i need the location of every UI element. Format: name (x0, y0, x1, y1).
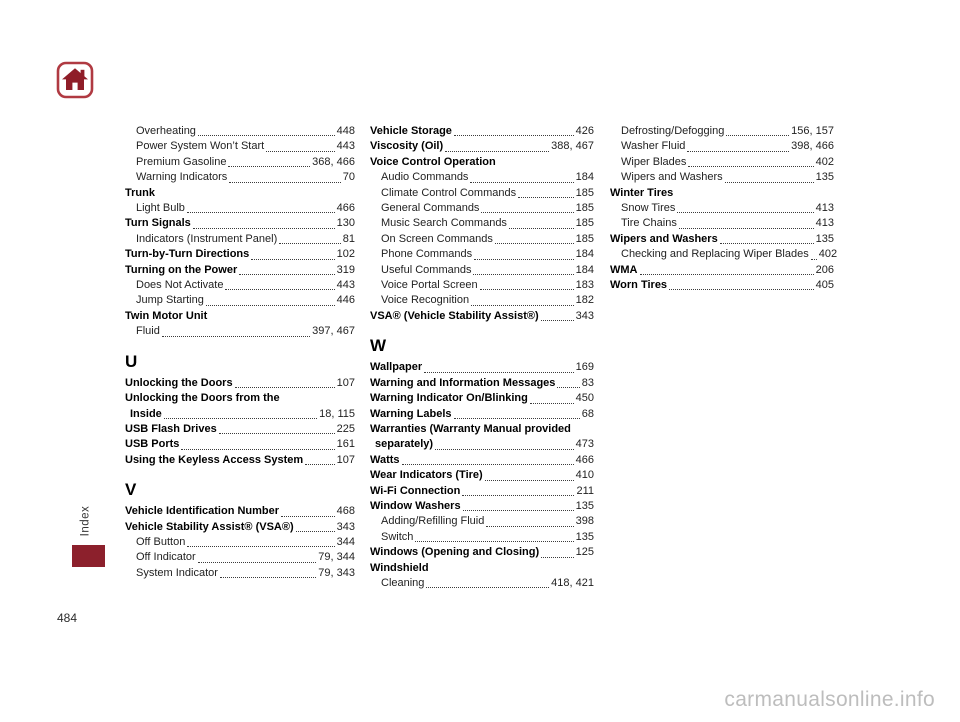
index-section-label (74, 496, 96, 546)
index-entry-label: Switch (381, 530, 414, 543)
dotted-leader (229, 182, 340, 183)
index-entry-label: Warning Labels (370, 407, 452, 420)
index-entry-label: Vehicle Storage (370, 125, 452, 137)
index-entry-label: Cleaning (381, 576, 425, 589)
dotted-leader (720, 243, 814, 244)
index-entry-page: 397, 467 (312, 325, 355, 338)
index-entry-label: Window Washers (370, 499, 461, 512)
index-entry-page: 398, 466 (791, 140, 834, 153)
index-entry-label: Light Bulb (136, 202, 185, 215)
index-entry (370, 124, 594, 139)
dotted-leader (228, 166, 310, 167)
index-entry-page: 18, 115 (319, 407, 355, 420)
index-entry-page: 343 (336, 520, 355, 533)
index-entry-page: 184 (575, 263, 594, 276)
index-entry (125, 504, 355, 519)
index-entry (370, 360, 594, 375)
index-entry-label: Wear Indicators (Tire) (370, 469, 483, 482)
index-entry-page: 182 (575, 294, 594, 307)
index-entry-label: Turn-by-Turn Directions (125, 248, 250, 261)
index-entry-label: VSA® (Vehicle Stability Assist®) (370, 309, 539, 322)
index-entry-label: Voice Recognition (381, 294, 470, 307)
dotted-leader (471, 305, 574, 306)
index-entry-page: 446 (336, 294, 355, 307)
index-entry-page: 466 (575, 453, 594, 466)
dotted-leader (463, 510, 574, 511)
index-entry (610, 201, 834, 216)
index-entry-page: 402 (815, 155, 834, 168)
index-entry (370, 391, 594, 406)
index-entry-page: 107 (336, 376, 355, 389)
index-entry-label: Warranties (Warranty Manual provided (370, 422, 571, 435)
index-entry-label: Defrosting/Defogging (621, 125, 725, 137)
index-entry (125, 376, 355, 391)
index-entry-page: 466 (336, 202, 355, 215)
dotted-leader (470, 182, 573, 183)
index-entry-label: Trunk (125, 186, 155, 199)
index-entry (125, 201, 355, 216)
dotted-leader (688, 166, 813, 167)
index-entry (125, 309, 355, 324)
dotted-leader (474, 259, 574, 260)
index-entry (370, 201, 594, 216)
dotted-leader (239, 274, 334, 275)
dotted-leader (305, 464, 335, 465)
index-entry-page: 473 (575, 438, 594, 451)
index-entry-label: Washer Fluid (621, 140, 686, 153)
index-entry-page: 402 (818, 248, 838, 261)
section-letter-W: W (370, 336, 387, 356)
index-entry-label: Worn Tires (610, 279, 668, 292)
dotted-leader (454, 418, 580, 419)
dotted-leader (426, 587, 549, 588)
index-entry (125, 170, 355, 185)
index-entry-label: Unlocking the Doors (125, 376, 233, 389)
dotted-leader (198, 562, 317, 563)
watermark: carmanualsonline.info (724, 688, 935, 711)
index-entry-label: Does Not Activate (136, 279, 224, 292)
index-entry-page: 102 (336, 248, 355, 261)
index-entry (125, 391, 355, 406)
index-entry-label: Inside (130, 407, 162, 420)
index-entry-label: Snow Tires (621, 202, 676, 215)
page-number: 484 (57, 611, 78, 625)
index-entry-label: Music Search Commands (381, 217, 507, 230)
index-entry-page: 443 (336, 140, 355, 153)
index-entry (370, 139, 594, 154)
index-entry (370, 170, 594, 185)
index-entry-label: separately) (375, 438, 434, 451)
dotted-leader (485, 480, 574, 481)
index-entry (370, 499, 594, 514)
index-entry-page: 135 (575, 499, 594, 512)
index-entry-label: Using the Keyless Access System (125, 453, 304, 466)
index-entry (370, 232, 594, 247)
dotted-leader (424, 372, 573, 373)
index-entry (610, 170, 834, 185)
index-entry-label: Fluid (136, 325, 160, 338)
index-entry-label: Phone Commands (381, 248, 473, 261)
index-entry (610, 232, 834, 247)
index-entry-label: Twin Motor Unit (125, 309, 208, 322)
dotted-leader (435, 449, 574, 450)
index-entry (125, 155, 355, 170)
dotted-leader (164, 418, 317, 419)
index-entry-page: 185 (575, 232, 594, 245)
dotted-leader (473, 274, 573, 275)
index-entry-label: Turning on the Power (125, 263, 238, 276)
index-entry-label: Viscosity (Oil) (370, 140, 444, 153)
index-entry-page: 405 (815, 279, 834, 292)
index-entry-page: 83 (581, 376, 594, 389)
index-entry-label: Warning Indicators (136, 171, 228, 184)
dotted-leader (454, 135, 574, 136)
index-column-3 (610, 124, 838, 293)
index-entry-page: 319 (336, 263, 355, 276)
index-entry-label: Power System Won’t Start (136, 140, 265, 153)
dotted-leader (669, 289, 814, 290)
index-entry-page: 184 (575, 248, 594, 261)
index-entry (370, 293, 594, 308)
index-entry-page: 368, 466 (312, 155, 355, 168)
index-entry-label: Warning Indicator On/Blinking (370, 392, 528, 405)
dotted-leader (640, 274, 814, 275)
index-entry-label: General Commands (381, 202, 480, 215)
index-entry-label: USB Ports (125, 438, 180, 451)
index-entry (370, 484, 594, 499)
index-entry (370, 545, 594, 560)
index-entry-label: Unlocking the Doors from the (125, 392, 280, 405)
index-entry (370, 422, 594, 437)
index-entry (370, 278, 594, 293)
section-letter-V: V (125, 480, 137, 500)
index-entry-page: 156, 157 (791, 125, 834, 137)
index-entry (370, 561, 594, 576)
dotted-leader (198, 135, 335, 136)
index-entry (370, 186, 594, 201)
index-entry-label: Wipers and Washers (610, 232, 718, 245)
index-entry (370, 263, 594, 278)
index-entry-page: 79, 344 (318, 551, 355, 564)
index-entry (370, 309, 594, 324)
index-entry (125, 520, 355, 535)
index-entry (370, 530, 594, 545)
dotted-leader (296, 531, 335, 532)
index-entry-page: 161 (336, 438, 355, 451)
index-entry (610, 278, 834, 293)
index-entry (125, 535, 355, 550)
index-entry-label: Premium Gasoline (136, 155, 227, 168)
index-section-tab (72, 545, 105, 567)
dotted-leader (462, 495, 574, 496)
dotted-leader (279, 243, 341, 244)
dotted-leader (530, 403, 574, 404)
index-entry-page: 81 (342, 232, 355, 245)
dotted-leader (480, 289, 574, 290)
index-entry-label: Windshield (370, 561, 429, 574)
index-entry-label: Checking and Replacing Wiper Blades (621, 248, 809, 261)
index-entry-page: 211 (576, 484, 594, 497)
dotted-leader (266, 151, 334, 152)
index-entry-label: Vehicle Stability Assist® (VSA®) (125, 520, 294, 533)
index-entry-page: 79, 343 (318, 566, 355, 579)
index-entry (125, 437, 355, 452)
dotted-leader (235, 387, 335, 388)
dotted-leader (219, 433, 335, 434)
index-entry-label: WMA (610, 263, 638, 276)
dotted-leader (281, 516, 335, 517)
index-entry-page: 426 (575, 125, 594, 137)
index-entry-page: 468 (336, 505, 355, 518)
index-entry-label: Warning and Information Messages (370, 376, 556, 389)
index-entry (125, 216, 355, 231)
index-entry (125, 407, 355, 422)
index-section-label-text: Index (79, 505, 92, 537)
dotted-leader (687, 151, 789, 152)
index-entry (125, 232, 355, 247)
index-entry-label: Jump Starting (136, 294, 204, 307)
index-entry (125, 566, 355, 581)
index-entry (125, 247, 355, 262)
index-entry (125, 550, 355, 565)
index-entry (370, 155, 594, 170)
index-entry-label: Voice Control Operation (370, 155, 496, 168)
dotted-leader (726, 135, 789, 136)
index-entry (610, 139, 834, 154)
index-entry-page: 185 (575, 217, 594, 230)
index-entry-page: 206 (815, 263, 834, 276)
index-column-1 (125, 124, 355, 581)
index-entry-label: Watts (370, 453, 400, 466)
index-entry (370, 468, 594, 483)
index-entry-page: 225 (336, 422, 355, 435)
index-entry-label: Tire Chains (621, 217, 677, 230)
index-entry-page: 135 (575, 530, 594, 543)
index-entry (125, 186, 355, 201)
index-entry-page: 70 (342, 171, 355, 184)
home-button[interactable] (56, 61, 94, 99)
index-entry (610, 263, 834, 278)
index-entry (370, 437, 594, 452)
section-letter-U: U (125, 351, 138, 371)
index-entry-page: 398 (575, 515, 594, 528)
index-entry-page: 410 (575, 469, 594, 482)
index-entry-page: 107 (336, 453, 355, 466)
index-entry (125, 139, 355, 154)
home-icon (56, 61, 94, 99)
dotted-leader (445, 151, 549, 152)
dotted-leader (225, 289, 334, 290)
index-entry-page: 169 (575, 361, 594, 374)
index-entry (610, 186, 834, 201)
index-entry (610, 155, 834, 170)
index-entry-page: 68 (581, 407, 594, 420)
index-entry (610, 124, 834, 139)
dotted-leader (187, 546, 334, 547)
index-entry-label: Wi-Fi Connection (370, 484, 461, 497)
index-entry-page: 183 (575, 279, 594, 292)
index-entry-page: 413 (815, 202, 834, 215)
index-entry-page: 135 (815, 171, 834, 184)
dotted-leader (220, 577, 316, 578)
index-entry-page: 184 (575, 171, 594, 184)
index-entry-page: 450 (575, 392, 594, 405)
index-entry (370, 453, 594, 468)
index-entry (125, 278, 355, 293)
index-entry-label: Overheating (136, 125, 196, 137)
index-entry (370, 376, 594, 391)
index-entry-label: Winter Tires (610, 186, 674, 199)
index-entry-page: 418, 421 (551, 576, 594, 589)
index-entry-label: USB Flash Drives (125, 422, 217, 435)
index-entry-page: 443 (336, 279, 355, 292)
index-entry-page: 135 (815, 232, 834, 245)
index-entry-page: 185 (575, 202, 594, 215)
index-entry-label: Voice Portal Screen (381, 279, 478, 292)
index-entry (125, 422, 355, 437)
dotted-leader (251, 259, 334, 260)
dotted-leader (679, 228, 814, 229)
dotted-leader (811, 259, 817, 260)
index-entry (370, 576, 594, 591)
index-entry-page: 344 (336, 535, 355, 548)
index-entry (125, 124, 355, 139)
dotted-leader (518, 197, 574, 198)
index-entry-page: 388, 467 (551, 140, 594, 153)
index-entry (370, 216, 594, 231)
index-entry-label: Useful Commands (381, 263, 472, 276)
dotted-leader (541, 557, 573, 558)
index-entry (370, 514, 594, 529)
index-entry-page: 343 (575, 309, 594, 322)
index-entry-label: Climate Control Commands (381, 186, 517, 199)
dotted-leader (557, 387, 579, 388)
index-entry-label: Wallpaper (370, 361, 423, 374)
dotted-leader (187, 212, 335, 213)
index-entry-label: Windows (Opening and Closing) (370, 546, 540, 559)
index-entry (610, 247, 838, 262)
index-entry (125, 263, 355, 278)
dotted-leader (509, 228, 574, 229)
index-entry-label: Wipers and Washers (621, 171, 723, 184)
index-entry (125, 324, 355, 339)
index-entry-label: Wiper Blades (621, 155, 687, 168)
dotted-leader (677, 212, 813, 213)
index-entry-label: Indicators (Instrument Panel) (136, 232, 278, 245)
dotted-leader (481, 212, 573, 213)
index-column-2 (370, 124, 594, 591)
dotted-leader (181, 449, 334, 450)
index-entry (610, 216, 834, 231)
index-entry-label: Off Button (136, 535, 186, 548)
index-entry (125, 293, 355, 308)
index-entry-page: 130 (336, 217, 355, 230)
dotted-leader (725, 182, 814, 183)
index-entry-page: 185 (575, 186, 594, 199)
index-entry-label: Turn Signals (125, 217, 191, 230)
dotted-leader (541, 320, 574, 321)
dotted-leader (402, 464, 574, 465)
index-entry (125, 453, 355, 468)
dotted-leader (162, 336, 310, 337)
index-entry-label: On Screen Commands (381, 232, 493, 245)
index-entry (370, 407, 594, 422)
index-entry-page: 413 (815, 217, 834, 230)
index-entry-page: 125 (575, 546, 594, 559)
dotted-leader (193, 228, 335, 229)
index-entry-label: Vehicle Identification Number (125, 505, 280, 518)
index-entry (370, 247, 594, 262)
dotted-leader (206, 305, 335, 306)
dotted-leader (415, 541, 573, 542)
index-entry-label: Off Indicator (136, 551, 196, 564)
dotted-leader (486, 526, 573, 527)
dotted-leader (495, 243, 574, 244)
index-entry-label: System Indicator (136, 566, 218, 579)
index-entry-label: Adding/Refilling Fluid (381, 515, 485, 528)
index-entry-label: Audio Commands (381, 171, 469, 184)
index-entry-page: 448 (336, 125, 355, 137)
